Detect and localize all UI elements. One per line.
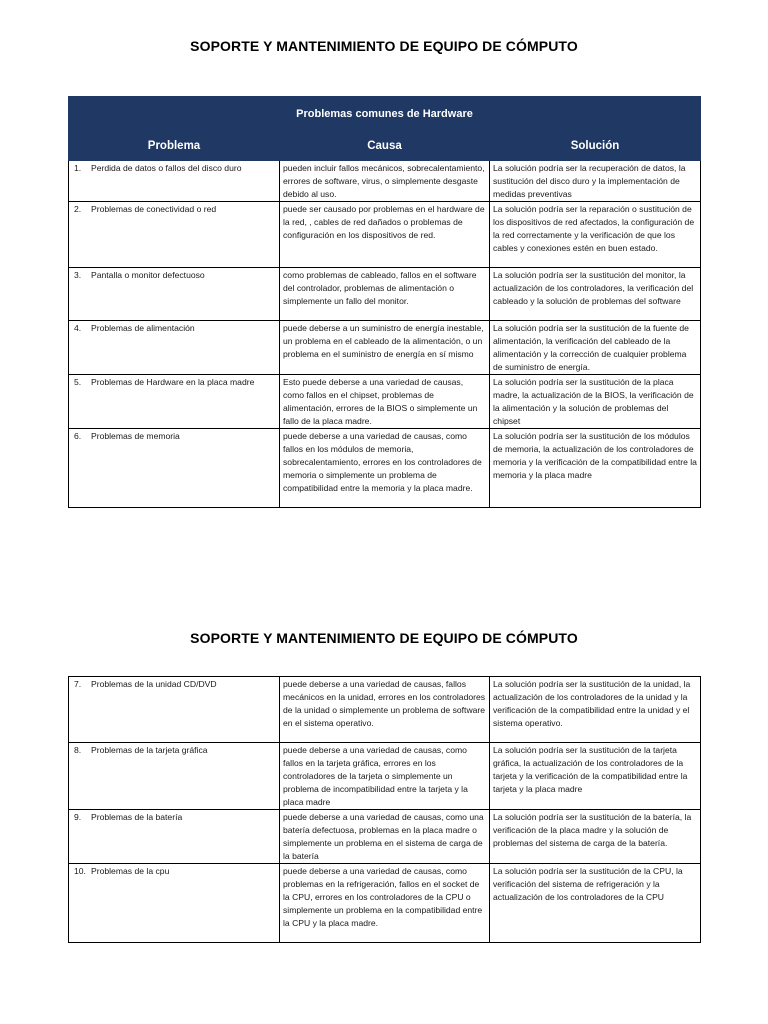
table-row: [69, 429, 701, 508]
table-row: [69, 202, 701, 268]
table-caption: Problemas comunes de Hardware: [69, 97, 701, 132]
row-number: 1.: [74, 163, 82, 173]
cause-cell: puede deberse a una variedad de causas, como problemas en la refrigeración, fallos en el socket de la CPU, errores en los controladores de la CPU o simplemente un problema en la compatibilidad entre la CPU y la placa madre.: [280, 864, 490, 943]
cause-cell: puede ser causado por problemas en el hardware de la red, , cables de red dañados o problemas de configuración en los dispositivos de red.: [280, 202, 490, 268]
problem-text: Problemas de alimentación: [91, 323, 195, 333]
column-header-cause: Causa: [280, 132, 490, 161]
solution-cell: La solución podría ser la reparación o sustitución de los dispositivos de red afectados, la configuración de la red correctamente y la verificación de que los cables y conexiones estén en buen estado.: [490, 202, 701, 268]
solution-cell: La solución podría ser la sustitución de la fuente de alimentación, la verificación del cableado de la alimentación y la corrección de cualquier problema de suministro de energía.: [490, 321, 701, 375]
solution-cell: La solución podría ser la sustitución de la batería, la verificación de la placa madre y la solución de problemas del sistema de carga de la batería.: [490, 810, 701, 864]
solution-cell: La solución podría ser la sustitución de la unidad, la actualización de los controladores de la unidad y la verificación de la compatibilidad entre la unidad y el sistema operativo.: [490, 677, 701, 743]
row-number: 2.: [74, 204, 82, 214]
row-number: 5.: [74, 377, 82, 387]
row-number: 7.: [74, 679, 82, 689]
column-header-problem: Problema: [69, 132, 280, 161]
problem-cell: [69, 375, 280, 429]
row-number: 10.: [74, 866, 86, 876]
cause-cell: puede deberse a una variedad de causas, como fallos en los módulos de memoria, sobrecalentamiento, errores en los controladores de memoria o simplemente un problema de compatibilidad entre la memoria y la placa madre.: [280, 429, 490, 508]
problem-cell: [69, 864, 280, 943]
solution-cell: La solución podría ser la sustitución de la placa madre, la actualización de la BIOS, la verificación de la alimentación y la solución de problemas del chipset: [490, 375, 701, 429]
problem-text: Problemas de la unidad CD/DVD: [91, 679, 217, 689]
table-row: [69, 321, 701, 375]
problem-cell: [69, 268, 280, 321]
cause-cell: Esto puede deberse a una variedad de causas, como fallos en el chipset, problemas de alimentación, errores de la BIOS o simplemente un fallo de la placa madre.: [280, 375, 490, 429]
row-number: 9.: [74, 812, 82, 822]
cause-cell: puede deberse a un suministro de energía inestable, un problema en el cableado de la alimentación, o un problema en el suministro de energía en sí mismo: [280, 321, 490, 375]
problem-text: Problemas de la cpu: [91, 866, 170, 876]
hardware-problems-table: [68, 96, 701, 508]
problem-cell: [69, 429, 280, 508]
row-number: 6.: [74, 431, 82, 441]
table-row: [69, 743, 701, 810]
cause-cell: pueden incluir fallos mecánicos, sobrecalentamiento, errores de software, virus, o simplemente desgaste debido al uso.: [280, 161, 490, 202]
problem-text: Problemas de Hardware en la placa madre: [91, 377, 255, 387]
problem-cell: [69, 161, 280, 202]
table-row: [69, 810, 701, 864]
cause-cell: puede deberse a una variedad de causas, como fallos en la tarjeta gráfica, errores en los controladores de la tarjeta o simplemente un problema de incompatibilidad entre la tarjeta y la placa madre: [280, 743, 490, 810]
page-title: SOPORTE Y MANTENIMIENTO DE EQUIPO DE CÓMPUTO: [190, 38, 578, 54]
problem-text: Problemas de la batería: [91, 812, 183, 822]
solution-cell: La solución podría ser la sustitución de la CPU, la verificación del sistema de refrigeración y la actualización de los controladores de la CPU: [490, 864, 701, 943]
solution-cell: La solución podría ser la recuperación de datos, la sustitución del disco duro y la implementación de medidas preventivas: [490, 161, 701, 202]
problem-cell: [69, 202, 280, 268]
row-number: 8.: [74, 745, 82, 755]
row-number: 4.: [74, 323, 82, 333]
cause-cell: puede deberse a una variedad de causas, fallos mecánicos en la unidad, errores en los controladores de la unidad o simplemente un problema de software en el sistema operativo.: [280, 677, 490, 743]
cause-cell: puede deberse a una variedad de causas, como una batería defectuosa, problemas en la placa madre o simplemente un problema en el sistema de carga de la batería: [280, 810, 490, 864]
problem-text: Problemas de la tarjeta gráfica: [91, 745, 208, 755]
problem-text: Perdida de datos o fallos del disco duro: [91, 163, 242, 173]
hardware-problems-table-continued: [68, 676, 701, 943]
problem-cell: [69, 677, 280, 743]
solution-cell: La solución podría ser la sustitución del monitor, la actualización de los controladores, la verificación del cableado y la solución de problemas del software: [490, 268, 701, 321]
column-header-solution: Solución: [490, 132, 701, 161]
solution-cell: La solución podría ser la sustitución de los módulos de memoria, la actualización de los controladores de memoria y la verificación de la compatibilidad entre la memoria y la placa madre: [490, 429, 701, 508]
problem-cell: [69, 810, 280, 864]
problem-cell: [69, 321, 280, 375]
problem-text: Problemas de memoria: [91, 431, 180, 441]
table-row: [69, 375, 701, 429]
table-row: [69, 864, 701, 943]
problem-text: Pantalla o monitor defectuoso: [91, 270, 205, 280]
table-row: [69, 161, 701, 202]
solution-cell: La solución podría ser la sustitución de la tarjeta gráfica, la actualización de los controladores de la tarjeta y la verificación de la compatibilidad entre la tarjeta y la placa madre: [490, 743, 701, 810]
problem-text: Problemas de conectividad o red: [91, 204, 217, 214]
cause-cell: como problemas de cableado, fallos en el software del controlador, problemas de alimentación o simplemente un fallo del monitor.: [280, 268, 490, 321]
table-row: [69, 677, 701, 743]
page-title: SOPORTE Y MANTENIMIENTO DE EQUIPO DE CÓMPUTO: [190, 630, 578, 646]
row-number: 3.: [74, 270, 82, 280]
problem-cell: [69, 743, 280, 810]
table-row: [69, 268, 701, 321]
